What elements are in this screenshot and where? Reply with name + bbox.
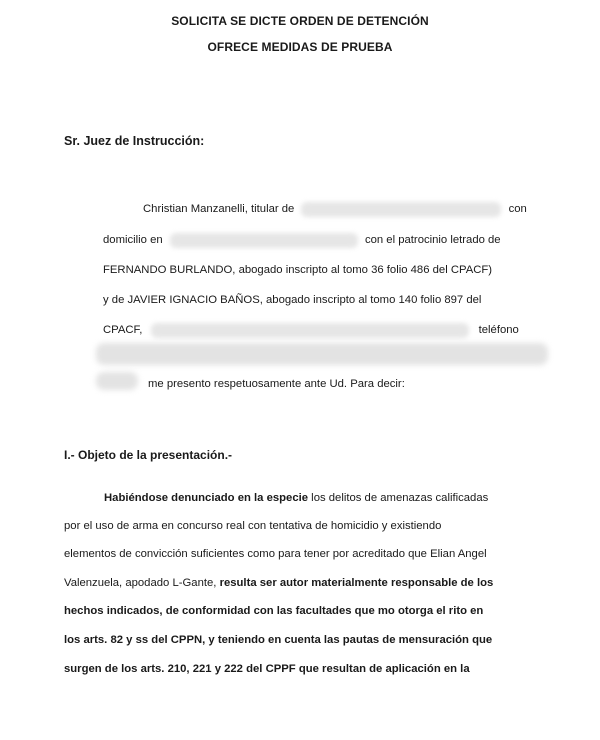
intro-text: domicilio en <box>103 234 163 246</box>
redacted-contact <box>151 323 469 338</box>
section-text: Valenzuela, apodado L-Gante, <box>64 577 220 589</box>
redacted-id <box>301 202 501 217</box>
intro-line-4: y de JAVIER IGNACIO BAÑOS, abogado inscripto al tomo 140 folio 897 del <box>103 294 482 306</box>
redacted-address <box>170 233 358 248</box>
intro-text: Christian Manzanelli, titular de <box>143 203 295 215</box>
redacted-block-line-7 <box>96 372 138 390</box>
intro-text: CPACF, <box>103 324 143 336</box>
intro-line-7: me presento respetuosamente ante Ud. Para decir: <box>148 378 405 390</box>
intro-line-2 <box>103 232 501 248</box>
document-title-line-1: SOLICITA SE DICTE ORDEN DE DETENCIÓN <box>171 14 429 28</box>
intro-line-5 <box>103 322 519 338</box>
section-text: los delitos de amenazas calificadas <box>308 492 489 504</box>
section-line-6: los arts. 82 y ss del CPPN, y teniendo en cuenta las pautas de mensuración que <box>64 634 493 646</box>
section-heading: I.- Objeto de la presentación.- <box>64 448 233 462</box>
intro-line-1 <box>143 201 527 217</box>
addressee: Sr. Juez de Instrucción: <box>64 134 205 148</box>
section-line-5: hechos indicados, de conformidad con las facultades que mo otorga el rito en <box>64 605 484 617</box>
section-line-4 <box>64 575 538 591</box>
intro-text: con <box>508 203 527 215</box>
section-text-bold: resulta ser autor materialmente responsable de los <box>219 577 494 589</box>
intro-text: teléfono <box>478 324 519 336</box>
section-line-3: elementos de convicción suficientes como para tener por acreditado que Elian Angel <box>64 548 487 560</box>
intro-text: con el patrocinio letrado de <box>364 234 501 246</box>
section-line-1 <box>104 490 578 506</box>
section-text-bold: Habiéndose denunciado en la especie <box>104 492 309 504</box>
intro-line-3: FERNANDO BURLANDO, abogado inscripto al tomo 36 folio 486 del CPACF) <box>103 264 493 276</box>
redacted-block-line-6 <box>96 343 548 365</box>
document-title-line-2: OFRECE MEDIDAS DE PRUEBA <box>207 40 393 54</box>
section-line-7: surgen de los arts. 210, 221 y 222 del CPPF que resultan de aplicación en la <box>64 663 470 675</box>
section-line-2: por el uso de arma en concurso real con tentativa de homicidio y existiendo <box>64 520 442 532</box>
